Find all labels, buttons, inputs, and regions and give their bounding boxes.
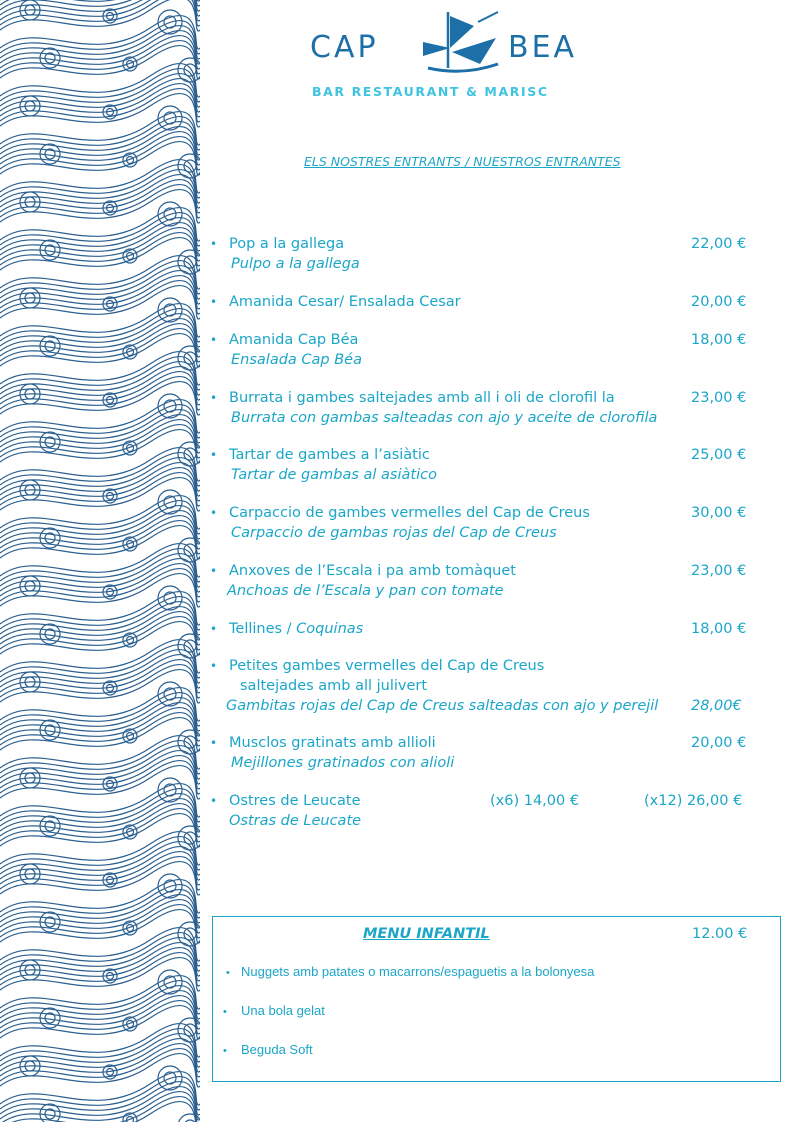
item-price: 18,00 € xyxy=(691,332,747,348)
item-name-ca: Petites gambes vermelles del Cap de Creus xyxy=(229,658,545,674)
bullet-icon: • xyxy=(223,1006,227,1018)
item-name-es: Pulpo a la gallega xyxy=(231,256,360,272)
item-name-es: Mejillones gratinados con alioli xyxy=(231,755,455,771)
item-name-es: Carpaccio de gambas rojas del Cap de Creus xyxy=(231,525,557,541)
item-price: 20,00 € xyxy=(691,294,747,310)
item-price: 20,00 € xyxy=(691,735,747,751)
bullet-icon: • xyxy=(210,295,218,309)
item-name-ca: Pop a la gallega xyxy=(229,236,345,252)
bullet-icon: • xyxy=(210,622,218,636)
item-name-es: Burrata con gambas salteadas con ajo y aceite de clorofila xyxy=(231,410,658,426)
item-price: 18,00 € xyxy=(691,621,747,637)
item-name-ca xyxy=(229,619,363,639)
item-price: 23,00 € xyxy=(691,390,747,406)
logo-word-right: BEA xyxy=(508,30,578,65)
wave-lines xyxy=(0,0,200,1122)
item-name-ca: Ostres de Leucate xyxy=(229,793,361,809)
item-name-ca: Anxoves de l’Escala i pa amb tomàquet xyxy=(229,563,516,579)
bullet-icon: • xyxy=(210,237,218,251)
bullet-icon: • xyxy=(210,736,218,750)
item-name-ca: Amanida Cesar/ Ensalada Cesar xyxy=(229,294,461,310)
kids-menu-item xyxy=(223,1003,325,1018)
kids-menu-price: 12.00 € xyxy=(692,926,748,942)
item-price: 22,00 € xyxy=(691,236,747,252)
item-name-ca-text: Tellines / xyxy=(229,621,297,637)
wave-pattern-decoration xyxy=(0,0,200,1122)
bullet-icon: • xyxy=(210,391,218,405)
item-price-x6: (x6) 14,00 € xyxy=(490,793,580,809)
item-name-ca: Musclos gratinats amb allioli xyxy=(229,735,436,751)
bullet-icon: • xyxy=(210,564,218,578)
item-name-es: Gambitas rojas del Cap de Creus salteadas con ajo y perejil xyxy=(226,698,659,714)
kids-menu-item-text: Nuggets amb patates o macarrons/espaguetis a la bolonyesa xyxy=(241,964,595,979)
item-name-ca: Tartar de gambes a l’asiàtic xyxy=(229,447,430,463)
item-name-ca: Carpaccio de gambes vermelles del Cap de Creus xyxy=(229,505,590,521)
kids-menu-item-text: Beguda Soft xyxy=(241,1042,313,1057)
logo-word-left: CAP xyxy=(310,30,379,65)
item-price: 28,00€ xyxy=(691,698,742,714)
item-price: 30,00 € xyxy=(691,505,747,521)
logo-tagline: BAR RESTAURANT & MARISC xyxy=(312,84,549,99)
kids-menu-box xyxy=(212,916,781,1082)
sailboat-icon xyxy=(418,8,508,78)
section-title: ELS NOSTRES ENTRANTS / NUESTROS ENTRANTES xyxy=(304,154,621,169)
kids-menu-item xyxy=(223,1042,313,1057)
bullet-icon: • xyxy=(210,506,218,520)
item-name-es-inline: Coquinas xyxy=(296,621,364,637)
item-name-es: Anchoas de l’Escala y pan con tomate xyxy=(227,583,504,599)
item-name-ca-line2: saltejades amb all julivert xyxy=(240,678,428,694)
bullet-icon: • xyxy=(223,967,230,979)
kids-menu-title: MENU INFANTIL xyxy=(363,926,490,942)
item-name-ca: Amanida Cap Béa xyxy=(229,332,359,348)
bullet-icon: • xyxy=(210,333,218,347)
item-name-es: Ensalada Cap Béa xyxy=(231,352,362,368)
item-price: 25,00 € xyxy=(691,447,747,463)
item-price-x12: (x12) 26,00 € xyxy=(644,793,743,809)
kids-menu-item xyxy=(223,964,594,979)
item-name-ca: Burrata i gambes saltejades amb all i oli de clorofil la xyxy=(229,390,615,406)
bullet-icon: • xyxy=(223,1045,227,1057)
item-name-es: Ostras de Leucate xyxy=(229,813,362,829)
kids-menu-item-text: Una bola gelat xyxy=(241,1003,325,1018)
item-price: 23,00 € xyxy=(691,563,747,579)
item-name-es: Tartar de gambas al asiàtico xyxy=(231,467,437,483)
bullet-icon: • xyxy=(210,659,218,673)
restaurant-logo xyxy=(300,8,620,98)
bullet-icon: • xyxy=(210,448,218,462)
bullet-icon: • xyxy=(210,794,218,808)
